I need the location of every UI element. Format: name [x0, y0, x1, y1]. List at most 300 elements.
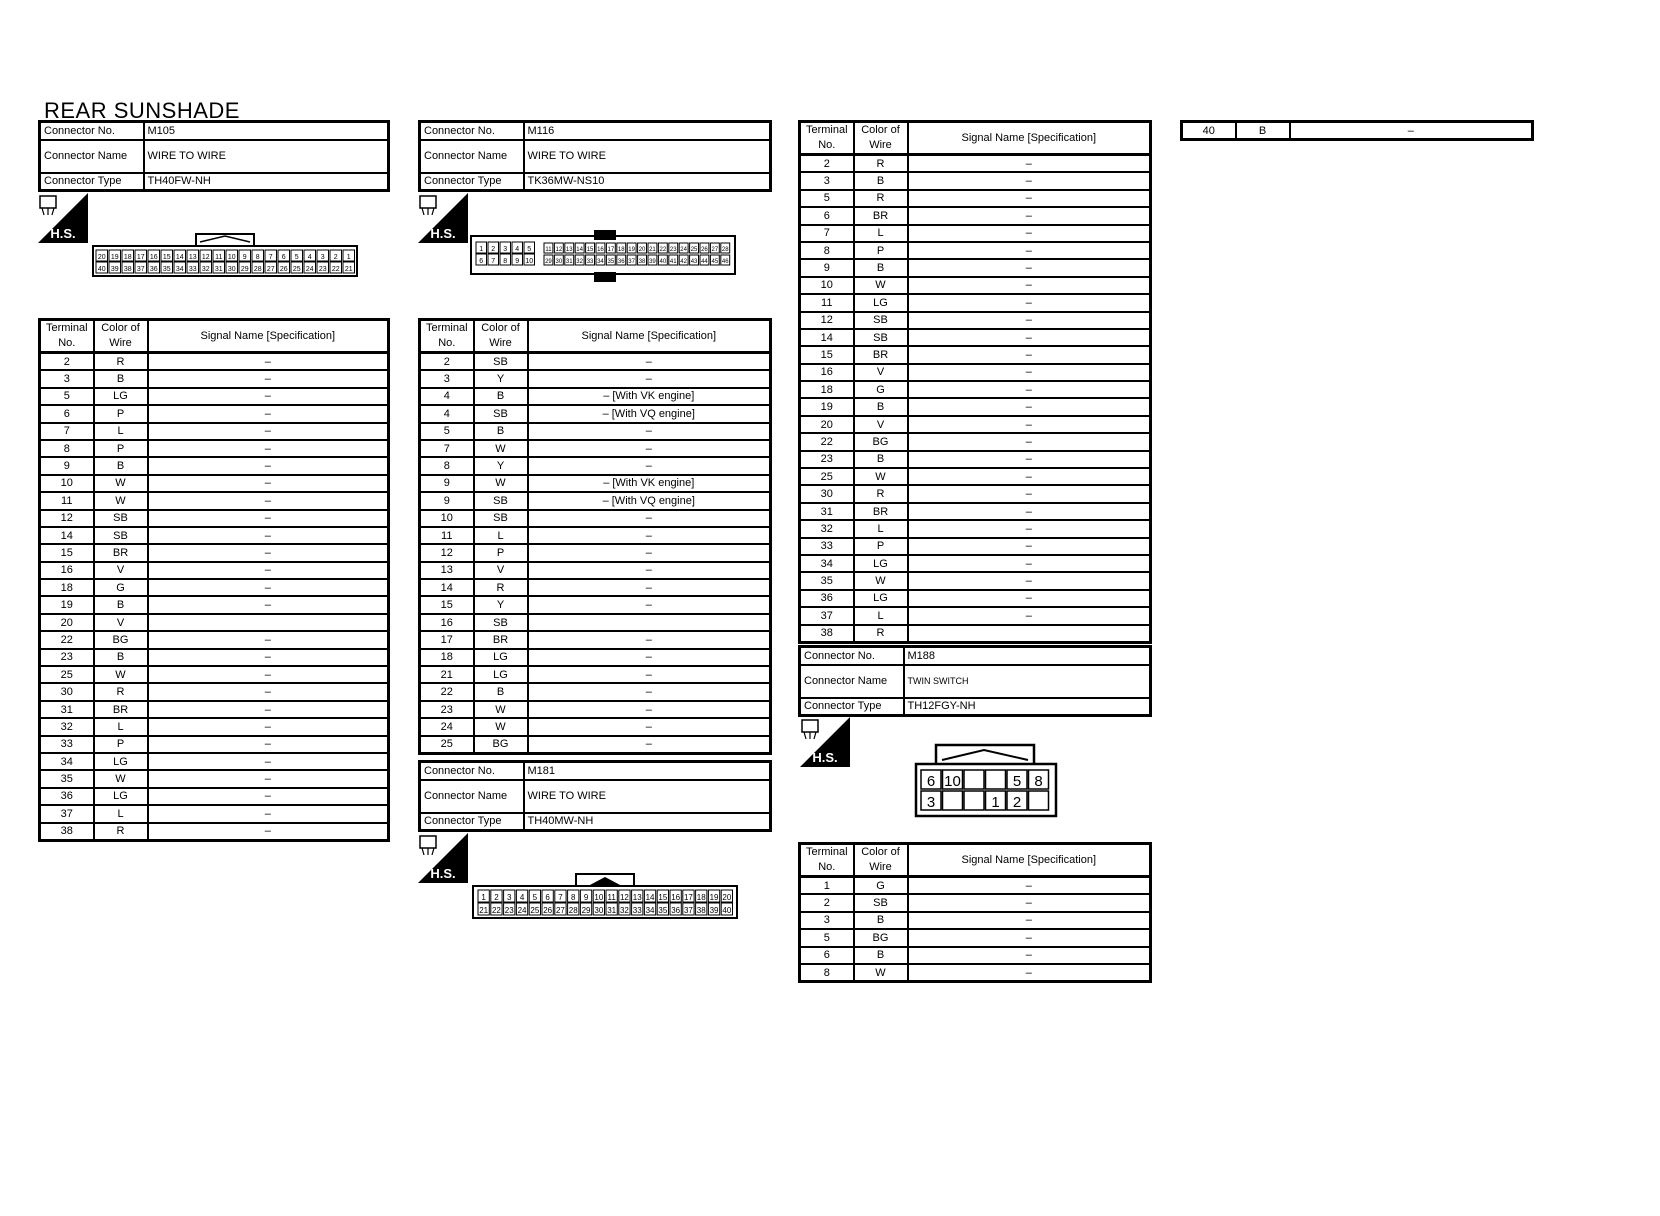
pin-label: 33 [586, 259, 594, 265]
signal-name-cell: – [908, 964, 1151, 982]
wire-color-cell: R [94, 683, 148, 700]
wire-color-cell: LG [854, 294, 908, 311]
wire-color-cell: W [474, 701, 528, 718]
wire-color-cell: W [474, 440, 528, 457]
table-row [800, 964, 1151, 982]
pin-label: 6 [281, 254, 286, 261]
pin-label: 24 [517, 906, 527, 915]
connector-name-value: WIRE TO WIRE [524, 140, 771, 173]
terminal-no-cell: 7 [420, 440, 474, 457]
terminal-no-cell: 12 [40, 510, 94, 527]
terminal-table-m105 [38, 318, 390, 842]
pin-cell [964, 770, 984, 789]
pin-label: 9 [242, 254, 247, 261]
signal-name-cell: – [148, 440, 389, 457]
terminal-no-cell: 5 [800, 190, 854, 207]
terminal-no-cell: 6 [40, 405, 94, 422]
terminal-no-cell: 6 [800, 207, 854, 224]
terminal-no-cell: 16 [800, 364, 854, 381]
terminal-no-cell: 22 [40, 631, 94, 648]
table-row [800, 381, 1151, 398]
wire-color-cell: W [94, 666, 148, 683]
terminal-no-cell: 14 [40, 527, 94, 544]
label-connector-type: Connector Type [420, 813, 524, 831]
pin-label: 22 [659, 247, 667, 253]
signal-name-cell: – [908, 259, 1151, 276]
table-row [40, 631, 389, 648]
signal-name-cell: – [528, 649, 771, 666]
wire-color-cell: BG [854, 929, 908, 946]
table-row [40, 562, 389, 579]
signal-name-cell: – [148, 388, 389, 405]
wire-color-cell: W [854, 964, 908, 982]
terminal-no-cell: 5 [800, 929, 854, 946]
wire-color-cell: W [854, 468, 908, 485]
header-signal-name: Signal Name [Specification] [908, 844, 1151, 877]
table-row [800, 277, 1151, 294]
connector-face-m188 [914, 742, 1060, 820]
pin-label: 2 [1012, 794, 1022, 811]
connector-key [594, 272, 616, 282]
wire-color-cell: V [854, 364, 908, 381]
pin-label: 32 [576, 259, 583, 265]
header-terminal-no: Terminal No. [800, 844, 854, 877]
terminal-no-cell: 10 [40, 475, 94, 492]
label-connector-name: Connector Name [800, 665, 904, 698]
table-row [800, 520, 1151, 537]
table-row [800, 242, 1151, 259]
terminal-no-cell: 18 [40, 579, 94, 596]
table-row [40, 614, 389, 631]
wire-color-cell: R [854, 625, 908, 643]
wire-color-cell: B [854, 172, 908, 189]
signal-name-cell: – [908, 929, 1151, 946]
wire-color-cell: G [854, 877, 908, 895]
terminal-no-cell: 2 [420, 353, 474, 371]
signal-name-cell: – [148, 631, 389, 648]
wire-color-cell: Y [474, 457, 528, 474]
terminal-no-cell: 7 [800, 225, 854, 242]
table-row [800, 225, 1151, 242]
terminal-no-cell: 4 [420, 388, 474, 405]
signal-name-cell: – [908, 381, 1151, 398]
table-row [800, 538, 1151, 555]
pin-label: 25 [690, 247, 698, 253]
signal-name-cell: – [908, 468, 1151, 485]
signal-name-cell: – [148, 701, 389, 718]
wire-color-cell: LG [474, 666, 528, 683]
pin-label: 37 [683, 906, 693, 915]
pin-label: 24 [305, 266, 314, 273]
connector-name-value: TWIN SWITCH [904, 665, 1151, 698]
label-connector-no: Connector No. [420, 122, 524, 140]
wire-color-cell: BG [94, 631, 148, 648]
connector-name-value: WIRE TO WIRE [144, 140, 389, 173]
table-row [800, 451, 1151, 468]
pin-label: 28 [721, 247, 729, 253]
connector-key [594, 230, 616, 240]
connector-type-value: TK36MW-NS10 [524, 173, 771, 191]
pin-label: 6 [479, 258, 484, 265]
signal-name-cell: – [148, 370, 389, 387]
terminal-no-cell: 20 [800, 416, 854, 433]
terminal-no-cell: 20 [40, 614, 94, 631]
terminal-no-cell: 6 [800, 947, 854, 964]
pin-label: 34 [175, 266, 184, 273]
table-row [800, 398, 1151, 415]
terminal-no-cell: 34 [40, 753, 94, 770]
header-signal-name: Signal Name [Specification] [528, 320, 771, 353]
pin-label: 1 [346, 254, 351, 261]
pin-label: 31 [607, 906, 617, 915]
terminal-no-cell: 33 [800, 538, 854, 555]
pin-label: 27 [711, 247, 719, 253]
table-row [800, 877, 1151, 895]
pin-label: 26 [701, 247, 708, 253]
pin-label: 16 [671, 893, 681, 902]
terminal-no-cell: 10 [420, 510, 474, 527]
table-row [800, 468, 1151, 485]
pin-label: 35 [162, 266, 171, 273]
connector-info-m181 [418, 760, 772, 832]
pin-label: 5 [532, 893, 538, 902]
header-color-of-wire: Color of Wire [94, 320, 148, 353]
connector-no-value: M105 [144, 122, 389, 140]
table-row [800, 346, 1151, 363]
signal-name-cell: – [908, 520, 1151, 537]
signal-name-cell [528, 614, 771, 631]
terminal-no-cell: 38 [40, 823, 94, 841]
wire-color-cell: B [854, 398, 908, 415]
wire-color-cell: W [854, 572, 908, 589]
header-signal-name: Signal Name [Specification] [148, 320, 389, 353]
wire-color-cell: R [854, 485, 908, 502]
pin-label: 14 [175, 254, 184, 261]
table-row [420, 718, 771, 735]
table-row [40, 475, 389, 492]
wire-color-cell: L [474, 527, 528, 544]
wire-color-cell: P [854, 538, 908, 555]
signal-name-cell: – [528, 701, 771, 718]
connector-face-m116 [470, 228, 738, 284]
pin-label: 6 [926, 773, 936, 790]
pin-label: 36 [617, 259, 625, 265]
pin-label: 33 [632, 906, 642, 915]
pin-label: 37 [136, 266, 145, 273]
connector-type-value: TH40FW-NH [144, 173, 389, 191]
pin-label: 40 [659, 259, 667, 265]
connector-lock [936, 745, 1034, 764]
table-row [800, 207, 1151, 224]
table-row [40, 805, 389, 822]
terminal-no-cell: 23 [800, 451, 854, 468]
wire-color-cell: SB [94, 527, 148, 544]
signal-name-cell: – [148, 736, 389, 753]
pin-label: 35 [658, 906, 668, 915]
terminal-no-cell: 30 [800, 485, 854, 502]
connector-no-value: M188 [904, 647, 1151, 665]
pin-label: 10 [525, 258, 534, 265]
pin-label: 5 [294, 254, 299, 261]
signal-name-cell [148, 614, 389, 631]
connector-info-m105 [38, 120, 390, 192]
signal-name-cell [908, 625, 1151, 643]
pin-label: 33 [188, 266, 197, 273]
pin-label: 19 [628, 247, 635, 253]
page-title: REAR SUNSHADE [44, 98, 240, 123]
table-row [800, 503, 1151, 520]
pin-label: 17 [683, 893, 693, 902]
table-row [420, 510, 771, 527]
signal-name-cell: – [148, 788, 389, 805]
table-row [420, 701, 771, 718]
pin-label: 11 [607, 893, 616, 902]
wire-color-cell: BR [474, 631, 528, 648]
signal-name-cell: – [528, 631, 771, 648]
signal-name-cell: – [148, 823, 389, 841]
signal-name-cell: – [908, 607, 1151, 624]
pin-cell [986, 770, 1006, 789]
table-row [40, 492, 389, 509]
pin-label: 13 [632, 893, 642, 902]
table-row [40, 457, 389, 474]
terminal-no-cell: 9 [420, 475, 474, 492]
signal-name-cell: – [528, 544, 771, 561]
pin-label: 18 [617, 247, 625, 253]
wire-color-cell: BR [94, 544, 148, 561]
table-row [800, 894, 1151, 911]
wire-color-cell: B [474, 683, 528, 700]
label-connector-name: Connector Name [420, 780, 524, 813]
pin-label: 39 [110, 266, 119, 273]
pin-label: 4 [515, 246, 520, 253]
table-row [420, 440, 771, 457]
table-row [40, 666, 389, 683]
terminal-no-cell: 10 [800, 277, 854, 294]
wire-color-cell: B [854, 259, 908, 276]
terminal-no-cell: 13 [420, 562, 474, 579]
pin-label: 21 [344, 266, 353, 273]
table-row [40, 440, 389, 457]
table-row [40, 579, 389, 596]
pin-label: 25 [292, 266, 301, 273]
signal-name-cell: – [148, 683, 389, 700]
signal-name-cell: – [908, 294, 1151, 311]
table-row [420, 370, 771, 387]
pin-label: 3 [926, 794, 936, 811]
signal-name-cell: – [908, 912, 1151, 929]
table-row [800, 572, 1151, 589]
wire-color-cell: B [94, 457, 148, 474]
pin-label: 10 [227, 254, 236, 261]
terminal-no-cell: 3 [800, 172, 854, 189]
label-connector-no: Connector No. [40, 122, 144, 140]
pin-label: 5 [1012, 773, 1022, 790]
terminal-no-cell: 22 [420, 683, 474, 700]
signal-name-cell: – [148, 805, 389, 822]
wire-color-cell: P [474, 544, 528, 561]
signal-name-cell: – [908, 329, 1151, 346]
table-row [420, 544, 771, 561]
pin-label: 34 [597, 259, 604, 265]
hs-label: H.S. [50, 226, 76, 241]
table-row [420, 614, 771, 631]
label-connector-type: Connector Type [800, 698, 904, 716]
terminal-no-cell: 32 [800, 520, 854, 537]
terminal-table-m188 [798, 842, 1152, 983]
terminal-no-cell: 25 [420, 736, 474, 754]
pin-label: 25 [530, 906, 540, 915]
terminal-no-cell: 5 [40, 388, 94, 405]
pin-label: 34 [645, 906, 655, 915]
connector-type-value: TH12FGY-NH [904, 698, 1151, 716]
wire-color-cell: R [854, 155, 908, 173]
terminal-no-cell: 2 [800, 894, 854, 911]
signal-name-cell: – [148, 510, 389, 527]
connector-face-m105 [92, 230, 360, 280]
signal-name-cell: – [908, 346, 1151, 363]
terminal-no-cell: 8 [800, 964, 854, 982]
wire-color-cell: SB [474, 614, 528, 631]
pin-label: 17 [136, 254, 145, 261]
pin-label: 23 [504, 906, 514, 915]
pin-label: 40 [97, 266, 106, 273]
wire-color-cell: P [94, 440, 148, 457]
signal-name-cell: – [148, 562, 389, 579]
pin-label: 16 [149, 254, 158, 261]
pin-label: 1 [991, 794, 1000, 811]
terminal-no-cell: 1 [800, 877, 854, 895]
signal-name-cell: – [908, 277, 1151, 294]
terminal-no-cell: 25 [40, 666, 94, 683]
pin-label: 7 [491, 258, 496, 265]
wire-color-cell: SB [474, 405, 528, 422]
wire-color-cell: W [94, 475, 148, 492]
pin-label: 43 [690, 259, 698, 265]
terminal-no-cell: 17 [420, 631, 474, 648]
table-row [40, 596, 389, 613]
pin-label: 17 [607, 247, 615, 253]
terminal-no-cell: 12 [420, 544, 474, 561]
label-connector-no: Connector No. [420, 762, 524, 780]
table-row [40, 753, 389, 770]
pin-label: 2 [333, 254, 338, 261]
terminal-no-cell: 30 [40, 683, 94, 700]
table-row [40, 527, 389, 544]
pin-label: 38 [123, 266, 132, 273]
pin-label: 44 [701, 259, 708, 265]
hs-symbol-icon [38, 193, 88, 243]
wire-color-cell: B [474, 423, 528, 440]
pin-label: 18 [123, 254, 132, 261]
wire-color-cell: SB [854, 329, 908, 346]
pin-label: 36 [149, 266, 158, 273]
signal-name-cell: – [148, 475, 389, 492]
hs-symbol-icon [418, 833, 468, 883]
table-row [800, 294, 1151, 311]
terminal-no-cell: 22 [800, 433, 854, 450]
terminal-no-cell: 37 [800, 607, 854, 624]
terminal-no-cell: 18 [420, 649, 474, 666]
pin-label: 14 [576, 247, 583, 253]
table-row [800, 590, 1151, 607]
wire-color-cell: Y [474, 596, 528, 613]
wire-color-cell: BR [854, 346, 908, 363]
pin-label: 31 [565, 259, 573, 265]
pin-label: 6 [545, 893, 550, 902]
pin-label: 30 [555, 259, 563, 265]
pin-label: 10 [944, 773, 961, 790]
wire-color-cell: BG [854, 433, 908, 450]
signal-name-cell: – [528, 666, 771, 683]
table-row [420, 579, 771, 596]
header-color-of-wire: Color of Wire [854, 122, 908, 155]
connector-no-value: M116 [524, 122, 771, 140]
terminal-no-cell: 23 [420, 701, 474, 718]
connector-latch [200, 236, 250, 242]
signal-name-cell: – [148, 579, 389, 596]
signal-name-cell: – [528, 579, 771, 596]
pin-label: 20 [722, 893, 732, 902]
pin-label: 9 [583, 893, 589, 902]
wire-color-cell: B [854, 451, 908, 468]
wire-color-cell: W [94, 492, 148, 509]
signal-name-cell: – [148, 718, 389, 735]
pin-label: 13 [565, 247, 573, 253]
pin-label: 3 [320, 254, 325, 261]
table-row [420, 405, 771, 422]
wire-color-cell: BG [474, 736, 528, 754]
terminal-no-cell: 15 [420, 596, 474, 613]
terminal-no-cell: 34 [800, 555, 854, 572]
pin-label: 8 [571, 893, 576, 902]
pin-cell [964, 791, 984, 810]
table-row [420, 475, 771, 492]
table-row [800, 155, 1151, 173]
pin-label: 37 [628, 259, 635, 265]
table-row [800, 485, 1151, 502]
table-row [40, 370, 389, 387]
terminal-table-m181 [798, 120, 1152, 644]
wire-color-cell: SB [474, 353, 528, 371]
terminal-no-cell: 11 [800, 294, 854, 311]
terminal-table-m181-continued [1180, 120, 1534, 141]
pin-label: 3 [503, 246, 508, 253]
table-row [420, 631, 771, 648]
signal-name-cell: – [908, 590, 1151, 607]
wire-color-cell: L [854, 520, 908, 537]
signal-name-cell: – [908, 172, 1151, 189]
table-row [420, 683, 771, 700]
table-row [420, 649, 771, 666]
wire-color-cell: LG [474, 649, 528, 666]
wire-color-cell: B [94, 370, 148, 387]
pin-label: 45 [711, 259, 719, 265]
signal-name-cell: – [908, 538, 1151, 555]
signal-name-cell: – [148, 405, 389, 422]
terminal-no-cell: 3 [40, 370, 94, 387]
wire-color-cell: LG [94, 388, 148, 405]
terminal-no-cell: 36 [40, 788, 94, 805]
pin-label: 4 [307, 254, 312, 261]
terminal-no-cell: 31 [40, 701, 94, 718]
table-row [800, 364, 1151, 381]
terminal-no-cell: 25 [800, 468, 854, 485]
pin-label: 30 [594, 906, 604, 915]
label-connector-type: Connector Type [420, 173, 524, 191]
wire-color-cell: P [854, 242, 908, 259]
pin-label: 26 [279, 266, 288, 273]
